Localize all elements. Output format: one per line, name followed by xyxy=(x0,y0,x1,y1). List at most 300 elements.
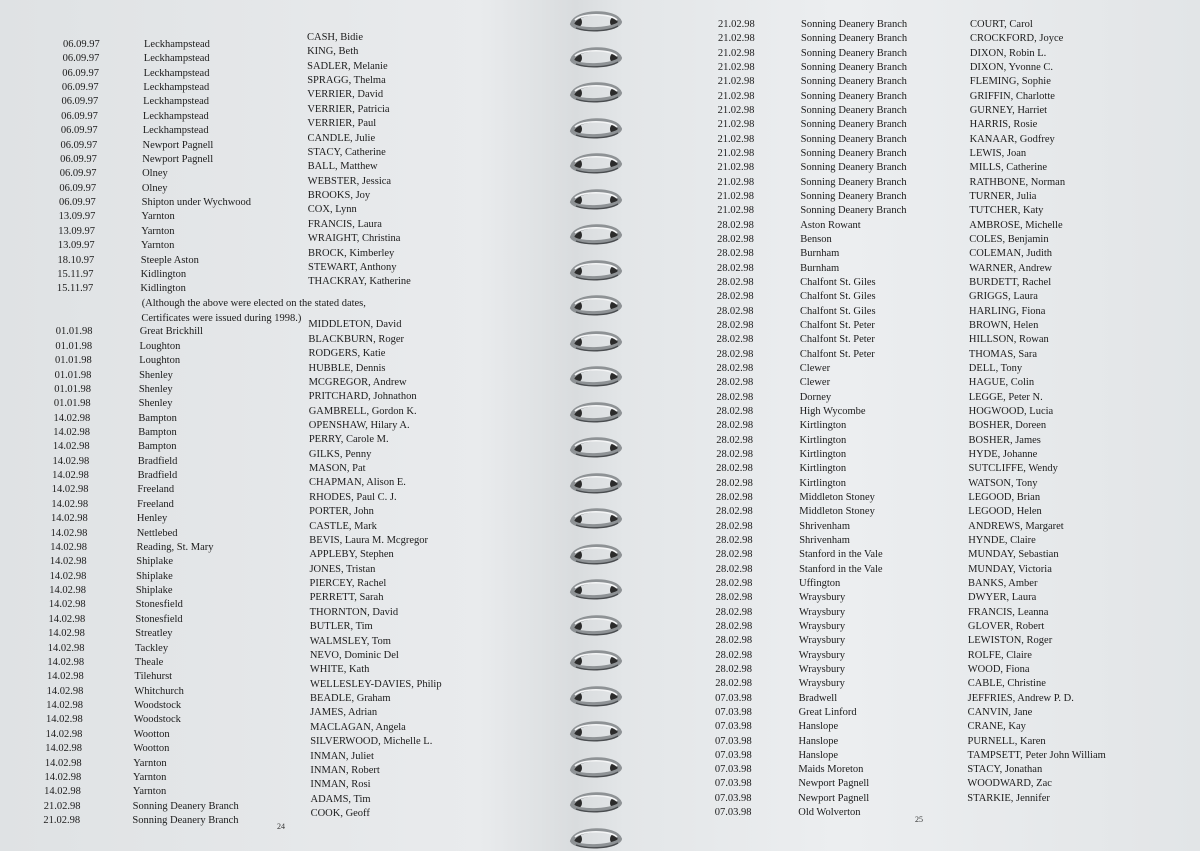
list-item xyxy=(615,649,1200,663)
entry-date: 14.02.98 xyxy=(47,642,85,654)
entry-date: 06.09.97 xyxy=(62,67,100,79)
entry-date: 28.02.98 xyxy=(715,635,753,647)
entry-name: KING, Beth xyxy=(307,46,359,58)
entry-date: 14.02.98 xyxy=(50,527,88,539)
entry-date: 14.02.98 xyxy=(50,541,88,553)
entry-name: BROWN, Helen xyxy=(968,319,1039,331)
entry-place: Leckhampstead xyxy=(143,96,210,108)
list-item xyxy=(0,506,585,526)
entry-name: STACY, Jonathan xyxy=(967,764,1043,776)
list-item xyxy=(0,434,585,454)
entry-place: Shrivenham xyxy=(799,534,850,546)
entry-date: 15.11.97 xyxy=(56,283,94,295)
entry-name: WEBSTER, Jessica xyxy=(307,175,392,187)
list-item xyxy=(0,578,585,598)
entry-place: Woodstock xyxy=(134,700,182,712)
entry-place: Chalfont St. Giles xyxy=(800,305,876,317)
entry-place: Hanslope xyxy=(798,749,839,761)
entry-name: PURNELL, Karen xyxy=(967,735,1046,747)
entry-name: HARLING, Fiona xyxy=(969,305,1046,317)
entry-place: Bampton xyxy=(137,441,177,453)
entry-name: RATHBONE, Norman xyxy=(969,176,1066,188)
entry-name: SILVERWOOD, Michelle L. xyxy=(310,736,433,748)
list-item xyxy=(0,592,585,612)
entry-name: BLACKBURN, Roger xyxy=(308,333,405,345)
entry-name: CANVIN, Jane xyxy=(967,706,1033,718)
entry-place: Middleton Stoney xyxy=(799,506,875,518)
entry-place: Sonning Deanery Branch xyxy=(800,104,907,116)
entry-place: Shiplake xyxy=(135,585,173,597)
entry-date: 21.02.98 xyxy=(717,76,755,88)
entry-place: Leckhampstead xyxy=(143,82,210,94)
entry-date: 01.01.98 xyxy=(54,369,92,381)
entry-date: 28.02.98 xyxy=(716,276,754,288)
entry-name: CASH, Bidie xyxy=(307,32,364,43)
entry-date: 28.02.98 xyxy=(715,534,753,546)
entry-date: 06.09.97 xyxy=(60,153,97,165)
list-item xyxy=(615,247,1200,261)
list-item xyxy=(615,75,1200,89)
entry-name: GLOVER, Robert xyxy=(967,620,1045,632)
entry-date: 14.02.98 xyxy=(52,441,90,453)
entry-date: 28.02.98 xyxy=(717,219,754,231)
entry-place: Newport Pagnell xyxy=(142,139,214,151)
entry-name: WOODWARD, Zac xyxy=(967,778,1052,790)
entry-date: 28.02.98 xyxy=(716,305,754,317)
entry-place: Wraysbury xyxy=(798,620,846,632)
list-item xyxy=(0,276,585,296)
list-item xyxy=(0,750,585,771)
list-item xyxy=(615,434,1200,448)
entry-place: Dorney xyxy=(799,391,832,403)
entry-name: GURNEY, Harriet xyxy=(969,104,1048,116)
list-item xyxy=(615,391,1200,405)
list-item xyxy=(615,419,1200,433)
list-item xyxy=(615,190,1200,204)
entry-name: HYDE, Johanne xyxy=(968,448,1038,460)
entry-place: Stonesfield xyxy=(135,599,183,611)
list-item xyxy=(615,362,1200,376)
list-item xyxy=(0,89,585,109)
entry-name: CANDLE, Julie xyxy=(307,132,376,144)
entry-name: BALL, Matthew xyxy=(307,161,378,173)
list-item xyxy=(615,692,1200,706)
list-item xyxy=(615,405,1200,419)
entry-name: JAMES, Adrian xyxy=(310,707,378,719)
entry-place: Chalfont St. Giles xyxy=(800,276,876,288)
entry-place: Bradwell xyxy=(798,692,838,704)
list-item xyxy=(0,118,585,138)
entry-name: SPRAGG, Thelma xyxy=(307,75,386,87)
list-item xyxy=(615,634,1200,648)
list-item xyxy=(615,118,1200,132)
entry-place: Sonning Deanery Branch xyxy=(132,814,239,826)
entry-date: 28.02.98 xyxy=(716,405,754,417)
entry-name: WHITE, Kath xyxy=(309,664,370,676)
entry-date: 21.02.98 xyxy=(718,19,755,30)
entry-name: COLEMAN, Judith xyxy=(969,248,1053,260)
entry-place: Sonning Deanery Branch xyxy=(800,162,907,174)
entry-date: 28.02.98 xyxy=(715,549,753,561)
entry-place: Uffington xyxy=(799,577,841,589)
entry-date: 06.09.97 xyxy=(61,110,98,122)
list-item xyxy=(0,463,585,483)
entry-place: Sonning Deanery Branch xyxy=(800,147,907,159)
entry-date: 06.09.97 xyxy=(59,168,97,180)
entry-date: 14.02.98 xyxy=(45,743,82,755)
entry-place: Bradfield xyxy=(137,455,178,467)
entry-place: Sonning Deanery Branch xyxy=(800,61,907,73)
entry-place: Leckhampstead xyxy=(143,53,210,65)
entry-place: Theale xyxy=(134,656,164,668)
entry-place: Shrivenham xyxy=(799,520,850,532)
entry-place: Whitchurch xyxy=(134,685,184,697)
entry-name: GAMBRELL, Gordon K. xyxy=(308,405,417,417)
entry-date: 28.02.98 xyxy=(717,248,754,260)
list-item xyxy=(615,47,1200,61)
entry-date: 21.02.98 xyxy=(717,190,755,202)
entry-place: Kirtlington xyxy=(799,448,847,460)
list-item xyxy=(0,563,585,584)
entry-date: 15.11.97 xyxy=(57,268,94,280)
entry-place: Olney xyxy=(141,182,168,194)
entry-name: MILLS, Catherine xyxy=(969,162,1048,174)
entry-place: Chalfont St. Peter xyxy=(799,334,875,346)
list-item xyxy=(615,792,1200,806)
entry-place: Leckhampstead xyxy=(142,110,209,122)
list-item xyxy=(0,161,585,181)
entry-name: GILKS, Penny xyxy=(308,448,372,460)
list-item xyxy=(615,763,1200,777)
entry-date: 28.02.98 xyxy=(716,262,754,274)
entry-date: 14.02.98 xyxy=(53,426,90,438)
entry-name: BOSHER, James xyxy=(968,434,1041,446)
list-item xyxy=(615,204,1200,218)
entry-name: WOOD, Fiona xyxy=(967,663,1030,675)
left-page xyxy=(0,0,585,851)
list-item xyxy=(0,707,585,727)
entry-date: 07.03.98 xyxy=(715,692,752,704)
entry-name: GRIGGS, Laura xyxy=(969,291,1038,303)
entry-date: 14.02.98 xyxy=(47,656,85,668)
list-item xyxy=(615,462,1200,476)
entry-date: 07.03.98 xyxy=(714,778,752,790)
entry-place: Freeland xyxy=(137,498,174,510)
entry-name: CROCKFORD, Joyce xyxy=(969,33,1064,45)
entry-date: 28.02.98 xyxy=(716,463,753,475)
entry-place: Sonning Deanery Branch xyxy=(800,176,907,188)
entry-place: Tilehurst xyxy=(134,671,173,683)
entry-place: Chalfont St. Giles xyxy=(800,291,876,303)
entry-date: 01.01.98 xyxy=(55,355,92,367)
entry-place: Old Wolverton xyxy=(798,807,861,819)
entry-place: Sonning Deanery Branch xyxy=(800,33,908,45)
entry-name: MACLAGAN, Angela xyxy=(310,721,406,733)
list-item xyxy=(0,779,585,799)
entry-place: Yarnton xyxy=(133,771,167,783)
entry-place: Wootton xyxy=(133,728,170,740)
entry-name: HYNDE, Claire xyxy=(968,534,1036,546)
list-item xyxy=(615,663,1200,677)
entry-date: 28.02.98 xyxy=(716,448,753,460)
list-item xyxy=(0,491,585,512)
entry-place: Wootton xyxy=(133,743,170,755)
entry-name: COOK, Geoff xyxy=(310,807,370,819)
list-item xyxy=(615,219,1200,233)
entry-name: NEVO, Dominic Del xyxy=(309,649,399,661)
list-item xyxy=(0,319,585,339)
list-item xyxy=(615,591,1200,605)
entry-name: BROOKS, Joy xyxy=(307,190,371,202)
entry-name: INMAN, Juliet xyxy=(310,750,374,762)
entry-date: 14.02.98 xyxy=(44,771,82,783)
entry-name: BURDETT, Rachel xyxy=(969,276,1052,288)
list-item xyxy=(0,807,585,828)
list-item xyxy=(0,534,585,555)
entry-date: 28.02.98 xyxy=(716,291,754,303)
entry-date: 07.03.98 xyxy=(714,764,752,776)
entry-place: Sonning Deanery Branch xyxy=(800,76,907,88)
entry-date: 07.03.98 xyxy=(715,706,752,718)
entry-place: Nettlebed xyxy=(136,527,178,539)
entry-date: 14.02.98 xyxy=(48,613,86,625)
list-item xyxy=(615,348,1200,362)
entry-name: LEGGE, Peter N. xyxy=(968,391,1043,403)
entry-place: Stanford in the Vale xyxy=(799,549,883,561)
entry-date: 21.02.98 xyxy=(717,176,755,188)
list-item xyxy=(615,32,1200,46)
list-item xyxy=(0,549,585,569)
entry-name: SUTCLIFFE, Wendy xyxy=(968,463,1058,475)
entry-name: BEVIS, Laura M. Mcgregor xyxy=(309,534,428,546)
list-item xyxy=(615,505,1200,519)
entry-date: 07.03.98 xyxy=(715,721,752,733)
list-item xyxy=(615,777,1200,791)
entry-place: Wraysbury xyxy=(798,678,845,690)
entry-place: Sonning Deanery Branch xyxy=(800,205,907,217)
list-item xyxy=(0,405,585,426)
entry-name: TURNER, Julia xyxy=(969,190,1037,202)
entry-date: 28.02.98 xyxy=(716,334,754,346)
entry-place: Benson xyxy=(800,233,832,245)
list-item xyxy=(615,147,1200,161)
entry-name: RODGERS, Katie xyxy=(308,348,386,360)
entry-place: Great Linford xyxy=(798,706,857,718)
entry-name: DIXON, Yvonne C. xyxy=(969,61,1053,73)
list-item xyxy=(615,376,1200,390)
entry-date: 14.02.98 xyxy=(51,498,89,510)
entry-date: 18.10.97 xyxy=(57,254,95,266)
entry-date: 14.02.98 xyxy=(53,412,91,424)
entry-date: 28.02.98 xyxy=(716,420,754,432)
entry-place: Stanford in the Vale xyxy=(799,563,883,575)
entry-name: COURT, Carol xyxy=(970,19,1033,30)
entry-date: 01.01.98 xyxy=(55,326,93,338)
entry-name: LEWISTON, Roger xyxy=(967,635,1053,647)
entry-name: SADLER, Melanie xyxy=(307,60,388,72)
entry-place: Newport Pagnell xyxy=(798,778,870,790)
entry-date: 14.02.98 xyxy=(45,728,83,740)
list-item xyxy=(615,319,1200,333)
entry-place: Middleton Stoney xyxy=(799,491,875,503)
entry-place: Clewer xyxy=(799,377,831,389)
list-item xyxy=(615,477,1200,491)
entry-place: Yarnton xyxy=(141,225,175,237)
entry-date: 07.03.98 xyxy=(714,749,752,761)
entry-name: THOMAS, Sara xyxy=(968,348,1038,360)
list-item xyxy=(615,534,1200,548)
list-item xyxy=(0,621,585,641)
entry-name: MUNDAY, Victoria xyxy=(968,563,1052,575)
entry-name: PERRETT, Sarah xyxy=(309,592,384,604)
entry-place: Shiplake xyxy=(136,570,173,582)
entry-date: 28.02.98 xyxy=(716,491,753,503)
list-item xyxy=(0,190,585,210)
entry-place: Olney xyxy=(142,168,168,180)
list-item xyxy=(0,233,585,253)
entry-name: GRIFFIN, Charlotte xyxy=(969,90,1055,102)
entry-place: Henley xyxy=(136,513,168,525)
list-item xyxy=(615,233,1200,247)
list-item xyxy=(615,290,1200,304)
entry-place: Loughton xyxy=(139,355,181,367)
entry-name: KANAAR, Godfrey xyxy=(969,133,1055,145)
entry-date: 28.02.98 xyxy=(715,649,753,661)
entry-place: Kirtlington xyxy=(799,420,847,432)
entry-date: 14.02.98 xyxy=(44,757,82,769)
list-item xyxy=(0,204,585,224)
entry-place: Burnham xyxy=(800,262,840,274)
entry-name: THORNTON, David xyxy=(309,606,399,618)
entry-place: High Wycombe xyxy=(799,405,866,417)
entry-date: 14.02.98 xyxy=(51,513,88,525)
entry-name: HAGUE, Colin xyxy=(968,377,1035,389)
entry-date: 06.09.97 xyxy=(60,125,98,137)
entry-place: Leckhampstead xyxy=(142,125,209,137)
entry-date: 14.02.98 xyxy=(44,786,81,798)
entry-name: LEGOOD, Helen xyxy=(968,506,1042,518)
entry-date: 07.03.98 xyxy=(714,792,752,804)
entry-place: Yarnton xyxy=(132,786,167,798)
entry-name: PIERCEY, Rachel xyxy=(309,578,387,590)
entry-place: Bradfield xyxy=(137,470,178,482)
entry-place: Sonning Deanery Branch xyxy=(800,190,907,202)
entry-date: 14.02.98 xyxy=(52,455,90,467)
entry-name: MASON, Pat xyxy=(308,463,366,475)
list-item xyxy=(615,749,1200,763)
entry-name: STARKIE, Jennifer xyxy=(967,792,1050,804)
list-item xyxy=(615,720,1200,734)
entry-date: 06.09.97 xyxy=(59,197,96,209)
entry-name: CASTLE, Mark xyxy=(309,520,377,532)
list-item xyxy=(0,721,585,742)
entry-place: Sonning Deanery Branch xyxy=(800,119,907,131)
entry-place: Clewer xyxy=(799,362,831,374)
entry-name: PRITCHARD, Johnathon xyxy=(308,391,417,403)
entry-place: Wraysbury xyxy=(798,635,846,647)
list-item xyxy=(615,161,1200,175)
list-item xyxy=(615,305,1200,319)
entry-date: 21.02.98 xyxy=(717,90,755,102)
entry-date: 28.02.98 xyxy=(716,348,754,360)
entry-name: WARNER, Andrew xyxy=(969,262,1052,274)
entry-date: 14.02.98 xyxy=(46,685,84,697)
entry-date: 01.01.98 xyxy=(53,398,91,410)
entry-date: 13.09.97 xyxy=(58,225,96,237)
entry-date: 28.02.98 xyxy=(715,663,753,675)
entry-date: 28.02.98 xyxy=(716,434,753,446)
entry-place: Yarnton xyxy=(140,240,175,252)
list-item xyxy=(0,60,585,81)
entry-name: VERRIER, David xyxy=(307,89,384,101)
list-item xyxy=(615,90,1200,104)
entry-date: 28.02.98 xyxy=(716,319,754,331)
entry-date: 28.02.98 xyxy=(716,377,754,389)
entry-place: Bampton xyxy=(138,412,177,424)
entry-name: AMBROSE, Michelle xyxy=(969,219,1063,231)
entry-date: 21.02.98 xyxy=(43,800,81,812)
entry-name: TAMPSETT, Peter John William xyxy=(967,749,1106,761)
entry-place: Leckhampstead xyxy=(144,39,210,50)
list-item xyxy=(0,376,585,397)
entry-name: COX, Lynn xyxy=(307,204,357,216)
entry-place: Sonning Deanery Branch xyxy=(800,133,907,145)
list-item xyxy=(0,391,585,411)
entry-date: 06.09.97 xyxy=(62,53,100,65)
entry-place: Sonning Deanery Branch xyxy=(801,19,908,30)
entry-place: Sonning Deanery Branch xyxy=(800,90,907,102)
entry-name: RHODES, Paul C. J. xyxy=(309,491,397,503)
entry-name: CHAPMAN, Alison E. xyxy=(309,477,406,489)
entry-name: DELL, Tony xyxy=(968,362,1023,374)
list-item xyxy=(615,577,1200,591)
entry-date: 13.09.97 xyxy=(57,240,95,252)
entry-place: Shipton under Wychwood xyxy=(141,197,252,209)
entry-place: Newport Pagnell xyxy=(142,153,214,165)
entry-place: Kidlington xyxy=(140,283,186,295)
entry-name: MCGREGOR, Andrew xyxy=(308,376,407,388)
list-item xyxy=(0,362,585,383)
entry-date: 14.02.98 xyxy=(49,556,87,568)
entry-place: Streatley xyxy=(135,628,173,640)
entry-date: 21.02.98 xyxy=(717,104,755,116)
list-item xyxy=(0,46,585,66)
list-item xyxy=(615,448,1200,462)
entry-name: COLES, Benjamin xyxy=(969,233,1049,245)
entry-name: ANDREWS, Margaret xyxy=(968,520,1064,532)
entry-date: 28.02.98 xyxy=(715,592,753,604)
entry-name: PORTER, John xyxy=(309,506,374,518)
entry-name: DWYER, Laura xyxy=(968,592,1037,604)
entry-name: WELLESLEY-DAVIES, Philip xyxy=(309,678,442,690)
entry-date: 13.09.97 xyxy=(58,211,96,223)
entry-date: 21.02.98 xyxy=(717,133,755,145)
list-item xyxy=(0,606,585,627)
list-item xyxy=(0,764,585,785)
entry-place: Wraysbury xyxy=(798,606,846,618)
list-item xyxy=(615,706,1200,720)
entry-date: 14.02.98 xyxy=(45,714,83,726)
list-item xyxy=(0,333,585,354)
entry-date: 21.02.98 xyxy=(43,814,81,826)
entry-name: BOSHER, Doreen xyxy=(968,420,1047,432)
entry-place: Bampton xyxy=(138,426,177,438)
entry-date: 21.02.98 xyxy=(717,162,755,174)
entry-place: Loughton xyxy=(139,340,181,352)
entry-date: 14.02.98 xyxy=(49,570,87,582)
list-item xyxy=(0,477,585,497)
entry-name: LEGOOD, Brian xyxy=(968,491,1041,503)
